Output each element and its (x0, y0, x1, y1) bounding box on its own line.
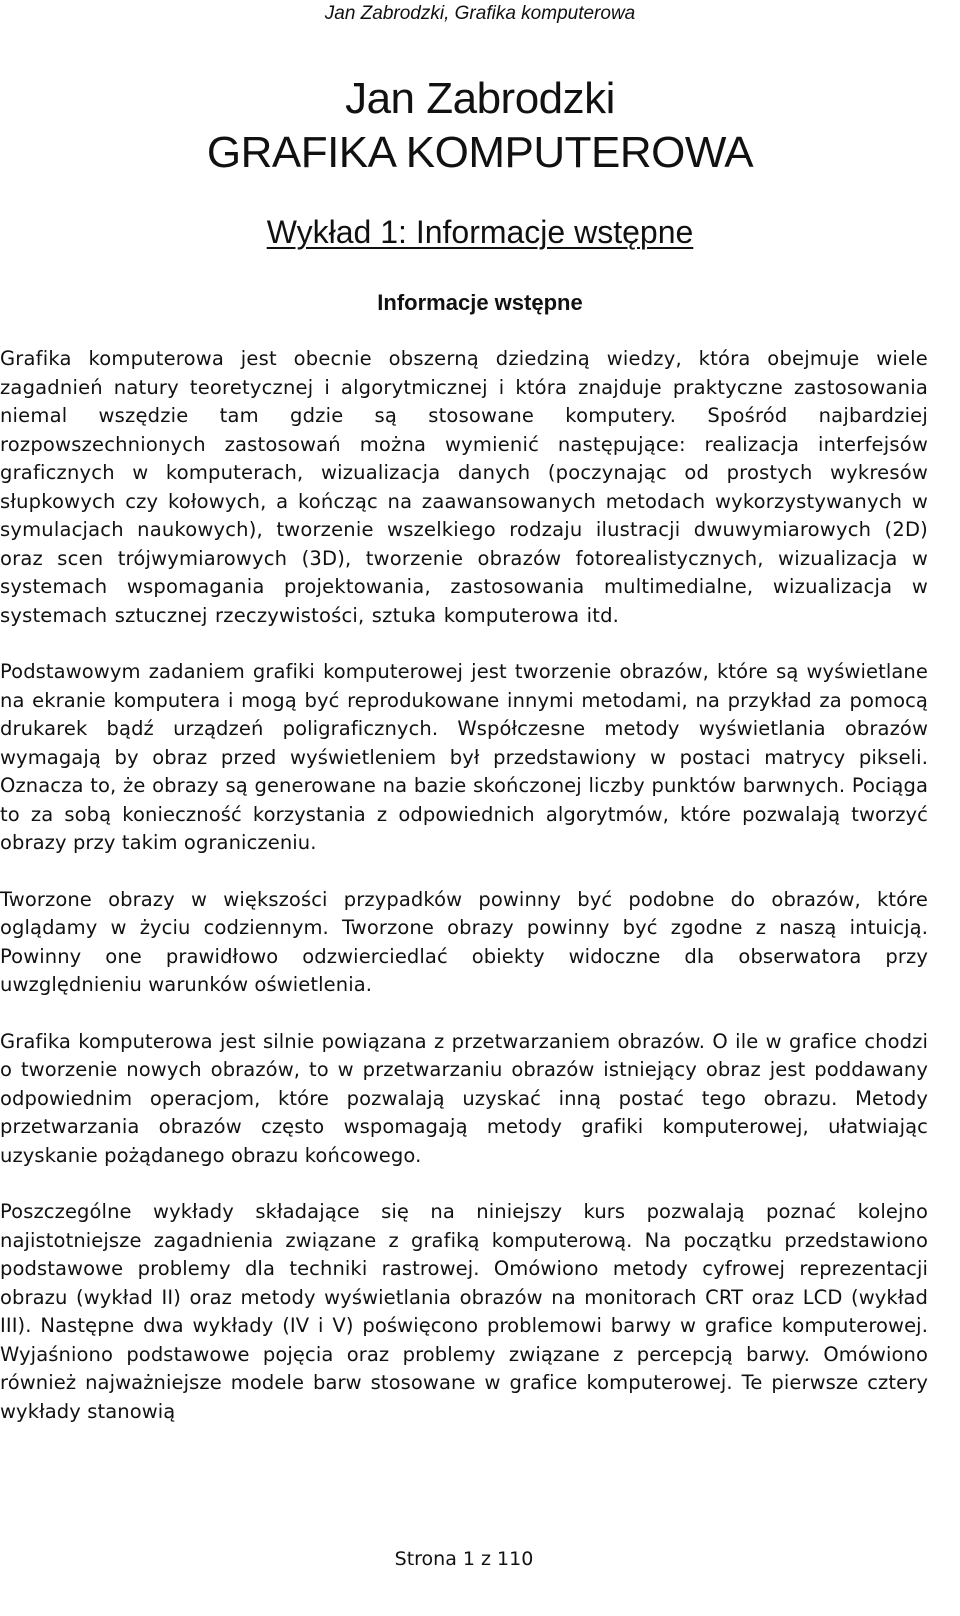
paragraph: Podstawowym zadaniem grafiki komputerowej jest tworzenie obrazów, które są wyświetlane na ekranie komputera i mogą być reprodukowane innymi metodami, na przykład za pomocą drukarek bądź urządzeń poligraficznych. Współczesne metody wyświetlania obrazów wymagają by obraz przed wyświetleniem był przedstawiony w postaci matrycy pikseli. Oznacza to, że obrazy są generowane na bazie skończonej liczby punktów barwnych. Pociąga to za sobą konieczność korzystania z odpowiednich algorytmów, które pozwalają tworzyć obrazy przy takim ograniczeniu. (0, 660, 928, 854)
body-text (0, 345, 928, 1454)
section-heading: Informacje wstępne (377, 290, 583, 315)
paragraph: Tworzone obrazy w większości przypadków powinny być podobne do obrazów, które oglądamy w życiu codziennym. Tworzone obrazy powinny być zgodne z naszą intuicją. Powinny one prawidłowo odzwierciedlać obiekty widoczne dla obserwatora przy uwzględnieniu warunków oświetlenia. (0, 887, 928, 996)
document-title (0, 72, 960, 180)
page-number: Strona 1 z 110 (394, 1548, 534, 1570)
author-name: Jan Zabrodzki (345, 74, 615, 123)
running-header: Jan Zabrodzki, Grafika komputerowa (324, 3, 636, 24)
paragraph: Poszczególne wykłady składające się na niniejszy kurs pozwalają poznać kolejno najistotniejsze zagadnienia związane z grafiką komputerową. Na początku przedstawiono podstawowe problemy dla techniki rastrowej. Omówiono metody cyfrowej reprezentacji obrazu (wykład II) oraz metody wyświetlania obrazów na monitorach CRT oraz LCD (wykład III). Następne dwa wykłady (IV i V) poświęcono problemowi barwy w grafice komputerowej. Wyjaśniono podstawowe pojęcia oraz problemy związane z percepcją barwy. Omówiono również najważniejsze modele barw stosowane w grafice komputerowej. Te pierwsze cztery wykłady stanowią (0, 1200, 928, 1423)
book-title: GRAFIKA KOMPUTEROWA (206, 128, 754, 177)
paragraph: Grafika komputerowa jest obecnie obszerną dziedziną wiedzy, która obejmuje wiele zagadnień natury teoretycznej i algorytmicznej i która znajduje praktyczne zastosowania niemal wszędzie tam gdzie są stosowane komputery. Spośród najbardziej rozpowszechnionych zastosowań można wymienić następujące: realizacja interfejsów graficznych w komputerach, wizualizacja danych (poczynając od prostych wykresów słupkowych czy kołowych, a kończąc na zaawansowanych metodach wykorzystywanych w symulacjach naukowych), tworzenie wszelkiego rodzaju ilustracji dwuwymiarowych (2D) oraz scen trójwymiarowych (3D), tworzenie obrazów fotorealistycznych, wizualizacja w systemach wspomagania projektowania, zastosowania multimedialne, wizualizacja w systemach sztucznej rzeczywistości, sztuka komputerowa itd. (0, 347, 928, 627)
lecture-title: Wykład 1: Informacje wstępne (266, 214, 694, 250)
paragraph: Grafika komputerowa jest silnie powiązana z przetwarzaniem obrazów. O ile w grafice chodzi o tworzenie nowych obrazów, to w przetwarzaniu obrazów istniejący obraz jest poddawany odpowiednim operacjom, które pozwalają uzyskać inną postać tego obrazu. Metody przetwarzania obrazów często wspomagają metody grafiki komputerowej, ułatwiając uzyskanie pożądanego obrazu końcowego. (0, 1029, 928, 1167)
